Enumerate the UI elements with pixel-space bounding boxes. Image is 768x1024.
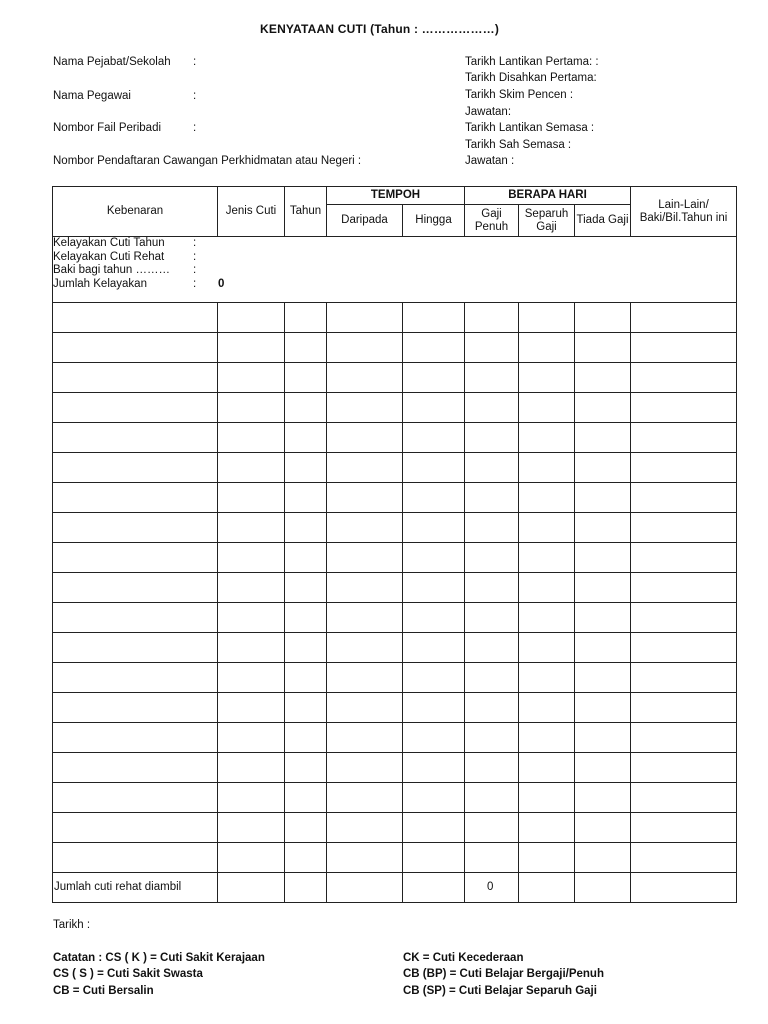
table-cell[interactable] <box>403 483 465 513</box>
table-cell[interactable] <box>218 423 285 453</box>
table-cell[interactable] <box>285 813 327 843</box>
table-cell[interactable] <box>465 303 519 333</box>
entitlement-label: Kelayakan Cuti Rehat <box>53 250 165 263</box>
table-cell[interactable] <box>403 393 465 423</box>
table-cell[interactable] <box>327 783 403 813</box>
header-tahun: Tahun <box>285 187 327 237</box>
header-gaji-penuh: Gaji Penuh <box>465 205 519 237</box>
footer-cell <box>218 873 285 903</box>
table-cell[interactable] <box>218 573 285 603</box>
table-cell[interactable] <box>465 843 519 873</box>
table-cell[interactable] <box>575 543 631 573</box>
table-cell[interactable] <box>519 513 575 543</box>
field-tarikh-lantikan-pertama: Tarikh Lantikan Pertama: : <box>465 56 599 68</box>
table-cell[interactable] <box>519 603 575 633</box>
table-cell[interactable] <box>327 483 403 513</box>
table-cell[interactable] <box>465 333 519 363</box>
table-cell[interactable] <box>218 543 285 573</box>
table-cell[interactable] <box>631 783 737 813</box>
table-cell[interactable] <box>285 603 327 633</box>
table-row <box>53 723 737 753</box>
table-cell[interactable] <box>285 513 327 543</box>
entitlement-colon: : <box>193 277 197 290</box>
table-cell[interactable] <box>53 813 218 843</box>
table-row <box>53 603 737 633</box>
table-row <box>53 423 737 453</box>
table-cell[interactable] <box>285 483 327 513</box>
entitlement-row <box>53 264 736 278</box>
footer-cell <box>285 873 327 903</box>
table-cell[interactable] <box>519 333 575 363</box>
table-row <box>53 783 737 813</box>
table-row <box>53 633 737 663</box>
table-cell[interactable] <box>327 813 403 843</box>
footer-cell <box>327 873 403 903</box>
table-cell[interactable] <box>53 423 218 453</box>
table-cell[interactable] <box>53 843 218 873</box>
footer-cell <box>519 873 575 903</box>
table-row <box>53 483 737 513</box>
table-row <box>53 513 737 543</box>
table-cell[interactable] <box>53 633 218 663</box>
entitlement-colon: : <box>193 250 197 263</box>
table-cell[interactable] <box>465 663 519 693</box>
table-cell[interactable] <box>327 333 403 363</box>
note-right-3: CB (SP) = Cuti Belajar Separuh Gaji <box>403 985 597 997</box>
table-cell[interactable] <box>631 543 737 573</box>
table-cell[interactable] <box>53 393 218 423</box>
table-cell[interactable] <box>575 363 631 393</box>
footer-row <box>53 873 737 903</box>
table-cell[interactable] <box>465 783 519 813</box>
table-cell[interactable] <box>465 633 519 663</box>
table-cell[interactable] <box>631 723 737 753</box>
table-cell[interactable] <box>519 783 575 813</box>
table-cell[interactable] <box>53 753 218 783</box>
table-cell[interactable] <box>285 753 327 783</box>
table-cell[interactable] <box>631 813 737 843</box>
table-cell[interactable] <box>519 543 575 573</box>
table-cell[interactable] <box>218 843 285 873</box>
table-cell[interactable] <box>53 783 218 813</box>
field-nombor-fail-label: Nombor Fail Peribadi <box>53 122 162 134</box>
table-row <box>53 393 737 423</box>
table-cell[interactable] <box>327 573 403 603</box>
table-cell[interactable] <box>575 633 631 663</box>
header-kebenaran: Kebenaran <box>53 187 218 237</box>
table-cell[interactable] <box>285 843 327 873</box>
table-cell[interactable] <box>519 303 575 333</box>
table-cell[interactable] <box>519 393 575 423</box>
table-cell[interactable] <box>575 843 631 873</box>
table-cell[interactable] <box>218 363 285 393</box>
table-cell[interactable] <box>575 303 631 333</box>
table-cell[interactable] <box>53 573 218 603</box>
field-nama-pejabat-label: Nama Pejabat/Sekolah <box>53 56 171 68</box>
table-cell[interactable] <box>465 603 519 633</box>
field-tarikh-lantikan-semasa: Tarikh Lantikan Semasa : <box>465 122 595 134</box>
table-cell[interactable] <box>327 843 403 873</box>
table-cell[interactable] <box>285 663 327 693</box>
entitlement-colon: : <box>193 237 197 249</box>
table-cell[interactable] <box>53 693 218 723</box>
table-cell[interactable] <box>218 513 285 543</box>
field-tarikh-skim-pencen: Tarikh Skim Pencen : <box>465 89 574 101</box>
table-cell[interactable] <box>631 633 737 663</box>
table-cell[interactable] <box>465 483 519 513</box>
table-cell[interactable] <box>465 723 519 753</box>
entitlement-label: Kelayakan Cuti Tahun <box>53 237 165 249</box>
table-cell[interactable] <box>218 483 285 513</box>
table-cell[interactable] <box>519 843 575 873</box>
table-cell[interactable] <box>403 333 465 363</box>
table-cell[interactable] <box>465 573 519 603</box>
table-cell[interactable] <box>575 813 631 843</box>
table-cell[interactable] <box>218 603 285 633</box>
table-cell[interactable] <box>218 813 285 843</box>
footer-cell <box>575 873 631 903</box>
entitlement-value: 0 <box>218 277 225 290</box>
table-cell[interactable] <box>631 603 737 633</box>
table-cell[interactable] <box>327 393 403 423</box>
table-cell[interactable] <box>218 633 285 663</box>
table-row <box>53 843 737 873</box>
leave-table <box>52 186 737 903</box>
table-cell[interactable] <box>519 423 575 453</box>
table-cell[interactable] <box>218 693 285 723</box>
table-cell[interactable] <box>218 663 285 693</box>
table-cell[interactable] <box>53 603 218 633</box>
table-cell[interactable] <box>575 333 631 363</box>
header-separuh-gaji: Separuh Gaji <box>519 205 575 237</box>
table-cell[interactable] <box>403 633 465 663</box>
header-hingga: Hingga <box>403 205 465 237</box>
table-row <box>53 663 737 693</box>
table-cell[interactable] <box>519 573 575 603</box>
table-cell[interactable] <box>403 663 465 693</box>
field-nombor-pendaftaran: Nombor Pendaftaran Cawangan Perkhidmatan atau Negeri : <box>53 155 362 167</box>
field-nombor-fail-colon: : <box>193 122 197 134</box>
table-cell[interactable] <box>631 333 737 363</box>
table-cell[interactable] <box>575 423 631 453</box>
note-left-3: CB = Cuti Bersalin <box>53 985 154 997</box>
footer-label: Jumlah cuti rehat diambil <box>53 873 218 903</box>
table-cell[interactable] <box>327 633 403 663</box>
table-cell[interactable] <box>285 693 327 723</box>
table-cell[interactable] <box>519 753 575 783</box>
table-cell[interactable] <box>218 303 285 333</box>
table-cell[interactable] <box>403 543 465 573</box>
table-cell[interactable] <box>403 753 465 783</box>
table-row <box>53 573 737 603</box>
table-cell[interactable] <box>53 543 218 573</box>
table-cell[interactable] <box>327 723 403 753</box>
table-cell[interactable] <box>631 363 737 393</box>
table-cell[interactable] <box>403 453 465 483</box>
entitlement-label: Jumlah Kelayakan <box>53 277 147 290</box>
table-cell[interactable] <box>631 693 737 723</box>
table-cell[interactable] <box>465 363 519 393</box>
entitlement-label: Baki bagi tahun ……… <box>53 264 170 276</box>
table-row <box>53 333 737 363</box>
table-cell[interactable] <box>575 483 631 513</box>
table-cell[interactable] <box>465 393 519 423</box>
table-cell[interactable] <box>403 303 465 333</box>
header-tempoh: TEMPOH <box>327 187 465 205</box>
table-cell[interactable] <box>519 453 575 483</box>
table-cell[interactable] <box>631 303 737 333</box>
table-cell[interactable] <box>218 753 285 783</box>
table-row <box>53 363 737 393</box>
table-cell[interactable] <box>285 363 327 393</box>
table-cell[interactable] <box>631 393 737 423</box>
table-cell[interactable] <box>285 783 327 813</box>
note-right-1: CK = Cuti Kecederaan <box>403 952 524 964</box>
table-cell[interactable] <box>403 843 465 873</box>
table-cell[interactable] <box>631 843 737 873</box>
table-cell[interactable] <box>519 633 575 663</box>
table-cell[interactable] <box>403 813 465 843</box>
note-right-2: CB (BP) = Cuti Belajar Bergaji/Penuh <box>403 968 604 980</box>
header-berapa-hari: BERAPA HARI <box>465 187 631 205</box>
table-cell[interactable] <box>519 813 575 843</box>
table-cell[interactable] <box>465 813 519 843</box>
table-cell[interactable] <box>285 333 327 363</box>
table-cell[interactable] <box>465 453 519 483</box>
table-cell[interactable] <box>631 753 737 783</box>
table-cell[interactable] <box>403 573 465 603</box>
table-cell[interactable] <box>327 363 403 393</box>
footer-cell <box>403 873 465 903</box>
table-cell[interactable] <box>403 693 465 723</box>
entitlement-row <box>53 278 736 292</box>
table-cell[interactable] <box>519 693 575 723</box>
table-row <box>53 303 737 333</box>
table-cell[interactable] <box>465 753 519 783</box>
table-cell[interactable] <box>465 423 519 453</box>
table-cell[interactable] <box>631 663 737 693</box>
table-cell[interactable] <box>519 723 575 753</box>
footer-gaji-penuh-total: 0 <box>465 873 519 903</box>
entitlement-cell <box>53 237 737 303</box>
table-cell[interactable] <box>465 513 519 543</box>
table-cell[interactable] <box>631 423 737 453</box>
table-cell[interactable] <box>465 693 519 723</box>
table-cell[interactable] <box>218 783 285 813</box>
table-cell[interactable] <box>218 393 285 423</box>
note-left-2: CS ( S ) = Cuti Sakit Swasta <box>53 968 203 980</box>
table-row <box>53 753 737 783</box>
tarikh-label: Tarikh : <box>53 919 91 931</box>
entitlement-row <box>53 251 736 265</box>
table-cell[interactable] <box>285 543 327 573</box>
table-cell[interactable] <box>631 453 737 483</box>
header-tiada-gaji: Tiada Gaji <box>575 205 631 237</box>
table-cell[interactable] <box>575 393 631 423</box>
field-tarikh-sah-semasa: Tarikh Sah Semasa : <box>465 139 572 151</box>
table-cell[interactable] <box>53 453 218 483</box>
table-cell[interactable] <box>285 423 327 453</box>
table-cell[interactable] <box>403 423 465 453</box>
table-cell[interactable] <box>575 513 631 543</box>
table-cell[interactable] <box>403 783 465 813</box>
entitlement-row <box>53 237 736 251</box>
table-cell[interactable] <box>519 663 575 693</box>
table-cell[interactable] <box>575 783 631 813</box>
table-cell[interactable] <box>285 723 327 753</box>
table-cell[interactable] <box>575 453 631 483</box>
table-cell[interactable] <box>327 513 403 543</box>
table-row <box>53 453 737 483</box>
table-cell[interactable] <box>327 693 403 723</box>
table-cell[interactable] <box>53 663 218 693</box>
table-cell[interactable] <box>285 633 327 663</box>
table-cell[interactable] <box>53 723 218 753</box>
form-title: KENYATAAN CUTI (Tahun : ………………) <box>260 22 500 36</box>
table-cell[interactable] <box>575 693 631 723</box>
table-cell[interactable] <box>218 453 285 483</box>
table-cell[interactable] <box>53 303 218 333</box>
table-cell[interactable] <box>575 603 631 633</box>
table-cell[interactable] <box>285 453 327 483</box>
field-jawatan-pertama: Jawatan: <box>465 106 512 118</box>
table-cell[interactable] <box>519 483 575 513</box>
table-cell[interactable] <box>403 603 465 633</box>
table-cell[interactable] <box>53 363 218 393</box>
table-cell[interactable] <box>575 753 631 783</box>
table-cell[interactable] <box>285 303 327 333</box>
table-cell[interactable] <box>327 453 403 483</box>
table-cell[interactable] <box>631 483 737 513</box>
table-cell[interactable] <box>575 573 631 603</box>
table-cell[interactable] <box>53 483 218 513</box>
header-lain-lain: Lain-Lain/ Baki/Bil.Tahun ini <box>631 187 737 237</box>
table-row <box>53 543 737 573</box>
field-nama-pegawai-label: Nama Pegawai <box>53 90 131 102</box>
footer-cell <box>631 873 737 903</box>
table-cell[interactable] <box>403 363 465 393</box>
table-row <box>53 813 737 843</box>
table-cell[interactable] <box>327 543 403 573</box>
table-cell[interactable] <box>53 513 218 543</box>
header-jenis-cuti: Jenis Cuti <box>218 187 285 237</box>
table-cell[interactable] <box>403 723 465 753</box>
table-cell[interactable] <box>327 303 403 333</box>
table-cell[interactable] <box>285 573 327 603</box>
table-cell[interactable] <box>327 423 403 453</box>
table-cell[interactable] <box>327 663 403 693</box>
table-row <box>53 693 737 723</box>
table-cell[interactable] <box>53 333 218 363</box>
table-cell[interactable] <box>465 543 519 573</box>
field-nama-pegawai-colon: : <box>193 90 197 102</box>
table-cell[interactable] <box>218 723 285 753</box>
field-nama-pejabat-colon: : <box>193 56 197 68</box>
note-left-1: Catatan : CS ( K ) = Cuti Sakit Kerajaan <box>53 952 265 964</box>
field-tarikh-disahkan-pertama: Tarikh Disahkan Pertama: <box>465 72 597 84</box>
field-jawatan-semasa: Jawatan : <box>465 155 515 167</box>
table-cell[interactable] <box>327 603 403 633</box>
table-cell[interactable] <box>519 363 575 393</box>
table-cell[interactable] <box>403 513 465 543</box>
table-cell[interactable] <box>631 573 737 603</box>
table-cell[interactable] <box>327 753 403 783</box>
table-cell[interactable] <box>631 513 737 543</box>
header-daripada: Daripada <box>327 205 403 237</box>
entitlement-colon: : <box>193 264 197 276</box>
table-cell[interactable] <box>575 663 631 693</box>
table-cell[interactable] <box>575 723 631 753</box>
table-cell[interactable] <box>285 393 327 423</box>
table-cell[interactable] <box>218 333 285 363</box>
